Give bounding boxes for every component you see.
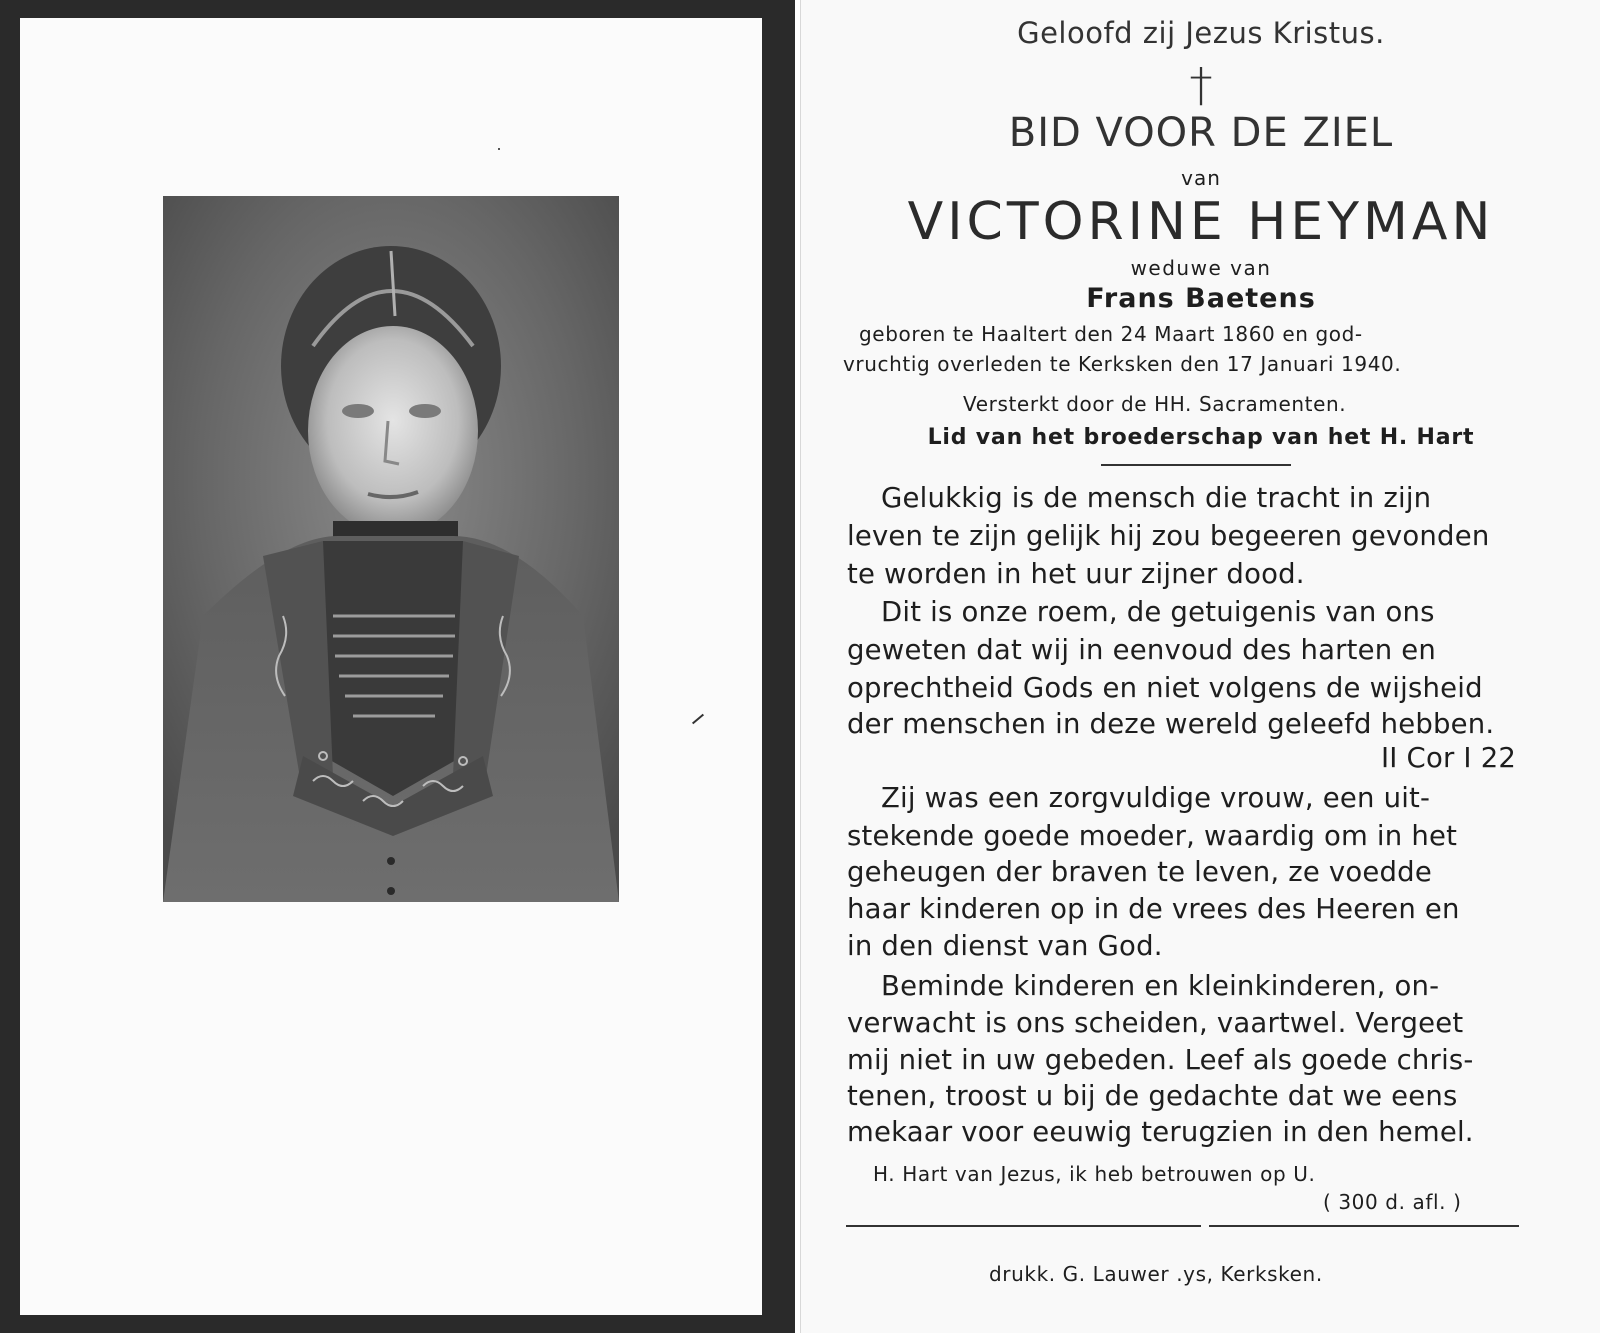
paragraph-2-line-4: der menschen in deze wereld geleefd hebben. [847,708,1495,740]
sacraments-text: Versterkt door de HH. Sacramenten. [963,392,1347,416]
photo-card-inner [20,18,762,1315]
text-card [800,0,1600,1333]
paragraph-3-line-3: geheugen der braven te leven, ze voedde [847,856,1432,888]
paragraph-4-line-3: mij niet in uw gebeden. Leef als goede chris- [847,1044,1474,1076]
footer-rule-right [1209,1225,1519,1227]
birth-line-1: geboren te Haaltert den 24 Maart 1860 en god- [859,322,1363,346]
indulgence-text: ( 300 d. afl. ) [1323,1190,1462,1214]
paragraph-3-line-1: Zij was een zorgvuldige vrouw, een uit- [881,782,1431,814]
divider [1101,464,1291,466]
paragraph-3-line-2: stekende goede moeder, waardig om in het [847,820,1458,852]
widow-of-text: weduwe van [1130,256,1272,280]
portrait-illustration [163,196,619,902]
citation-text: II Cor I 22 [1381,742,1517,774]
prayer-heading: BID VOOR DE ZIEL [1008,110,1394,156]
paragraph-1-line-3: te worden in het uur zijner dood. [847,558,1305,590]
paragraph-1-line-1: Gelukkig is de mensch die tracht in zijn [881,482,1432,514]
paragraph-3-line-4: haar kinderen op in de vrees des Heeren en [847,893,1460,925]
invocation-text: H. Hart van Jezus, ik heb betrouwen op U. [873,1162,1316,1186]
birth-line-2: vruchtig overleden te Kerksken den 17 Januari 1940. [843,352,1402,376]
brotherhood-text: Lid van het broederschap van het H. Hart [927,425,1475,450]
of-text: van [1181,166,1221,190]
portrait-photo [163,196,619,902]
paragraph-2-line-3: oprechtheid Gods en niet volgens de wijsheid [847,672,1483,704]
cross-icon: † [1189,58,1213,112]
paragraph-2-line-2: geweten dat wij in eenvoud des harten en [847,634,1437,666]
print-speck [498,148,500,150]
paragraph-3-line-5: in den dienst van God. [847,930,1163,962]
paragraph-4-line-1: Beminde kinderen en kleinkinderen, on- [881,970,1440,1002]
husband-name: Frans Baetens [1086,283,1316,314]
paragraph-1-line-2: leven te zijn gelijk hij zou begeeren gevonden [847,520,1490,552]
paragraph-4-line-5: mekaar voor eeuwig terugzien in den hemel. [847,1116,1474,1148]
footer-rule-left [846,1225,1201,1227]
paragraph-4-line-2: verwacht is ons scheiden, vaartwel. Vergeet [847,1007,1464,1039]
print-mark [692,714,704,725]
photo-card [0,0,795,1333]
paragraph-4-line-4: tenen, troost u bij de gedachte dat we eens [847,1080,1458,1112]
paragraph-2-line-1: Dit is onze roem, de getuigenis van ons [881,596,1435,628]
printer-text: drukk. G. Lauwer .ys, Kerksken. [989,1262,1323,1286]
deceased-name: VICTORINE HEYMAN [907,192,1495,252]
greeting-text: Geloofd zij Jezus Kristus. [1017,16,1385,50]
